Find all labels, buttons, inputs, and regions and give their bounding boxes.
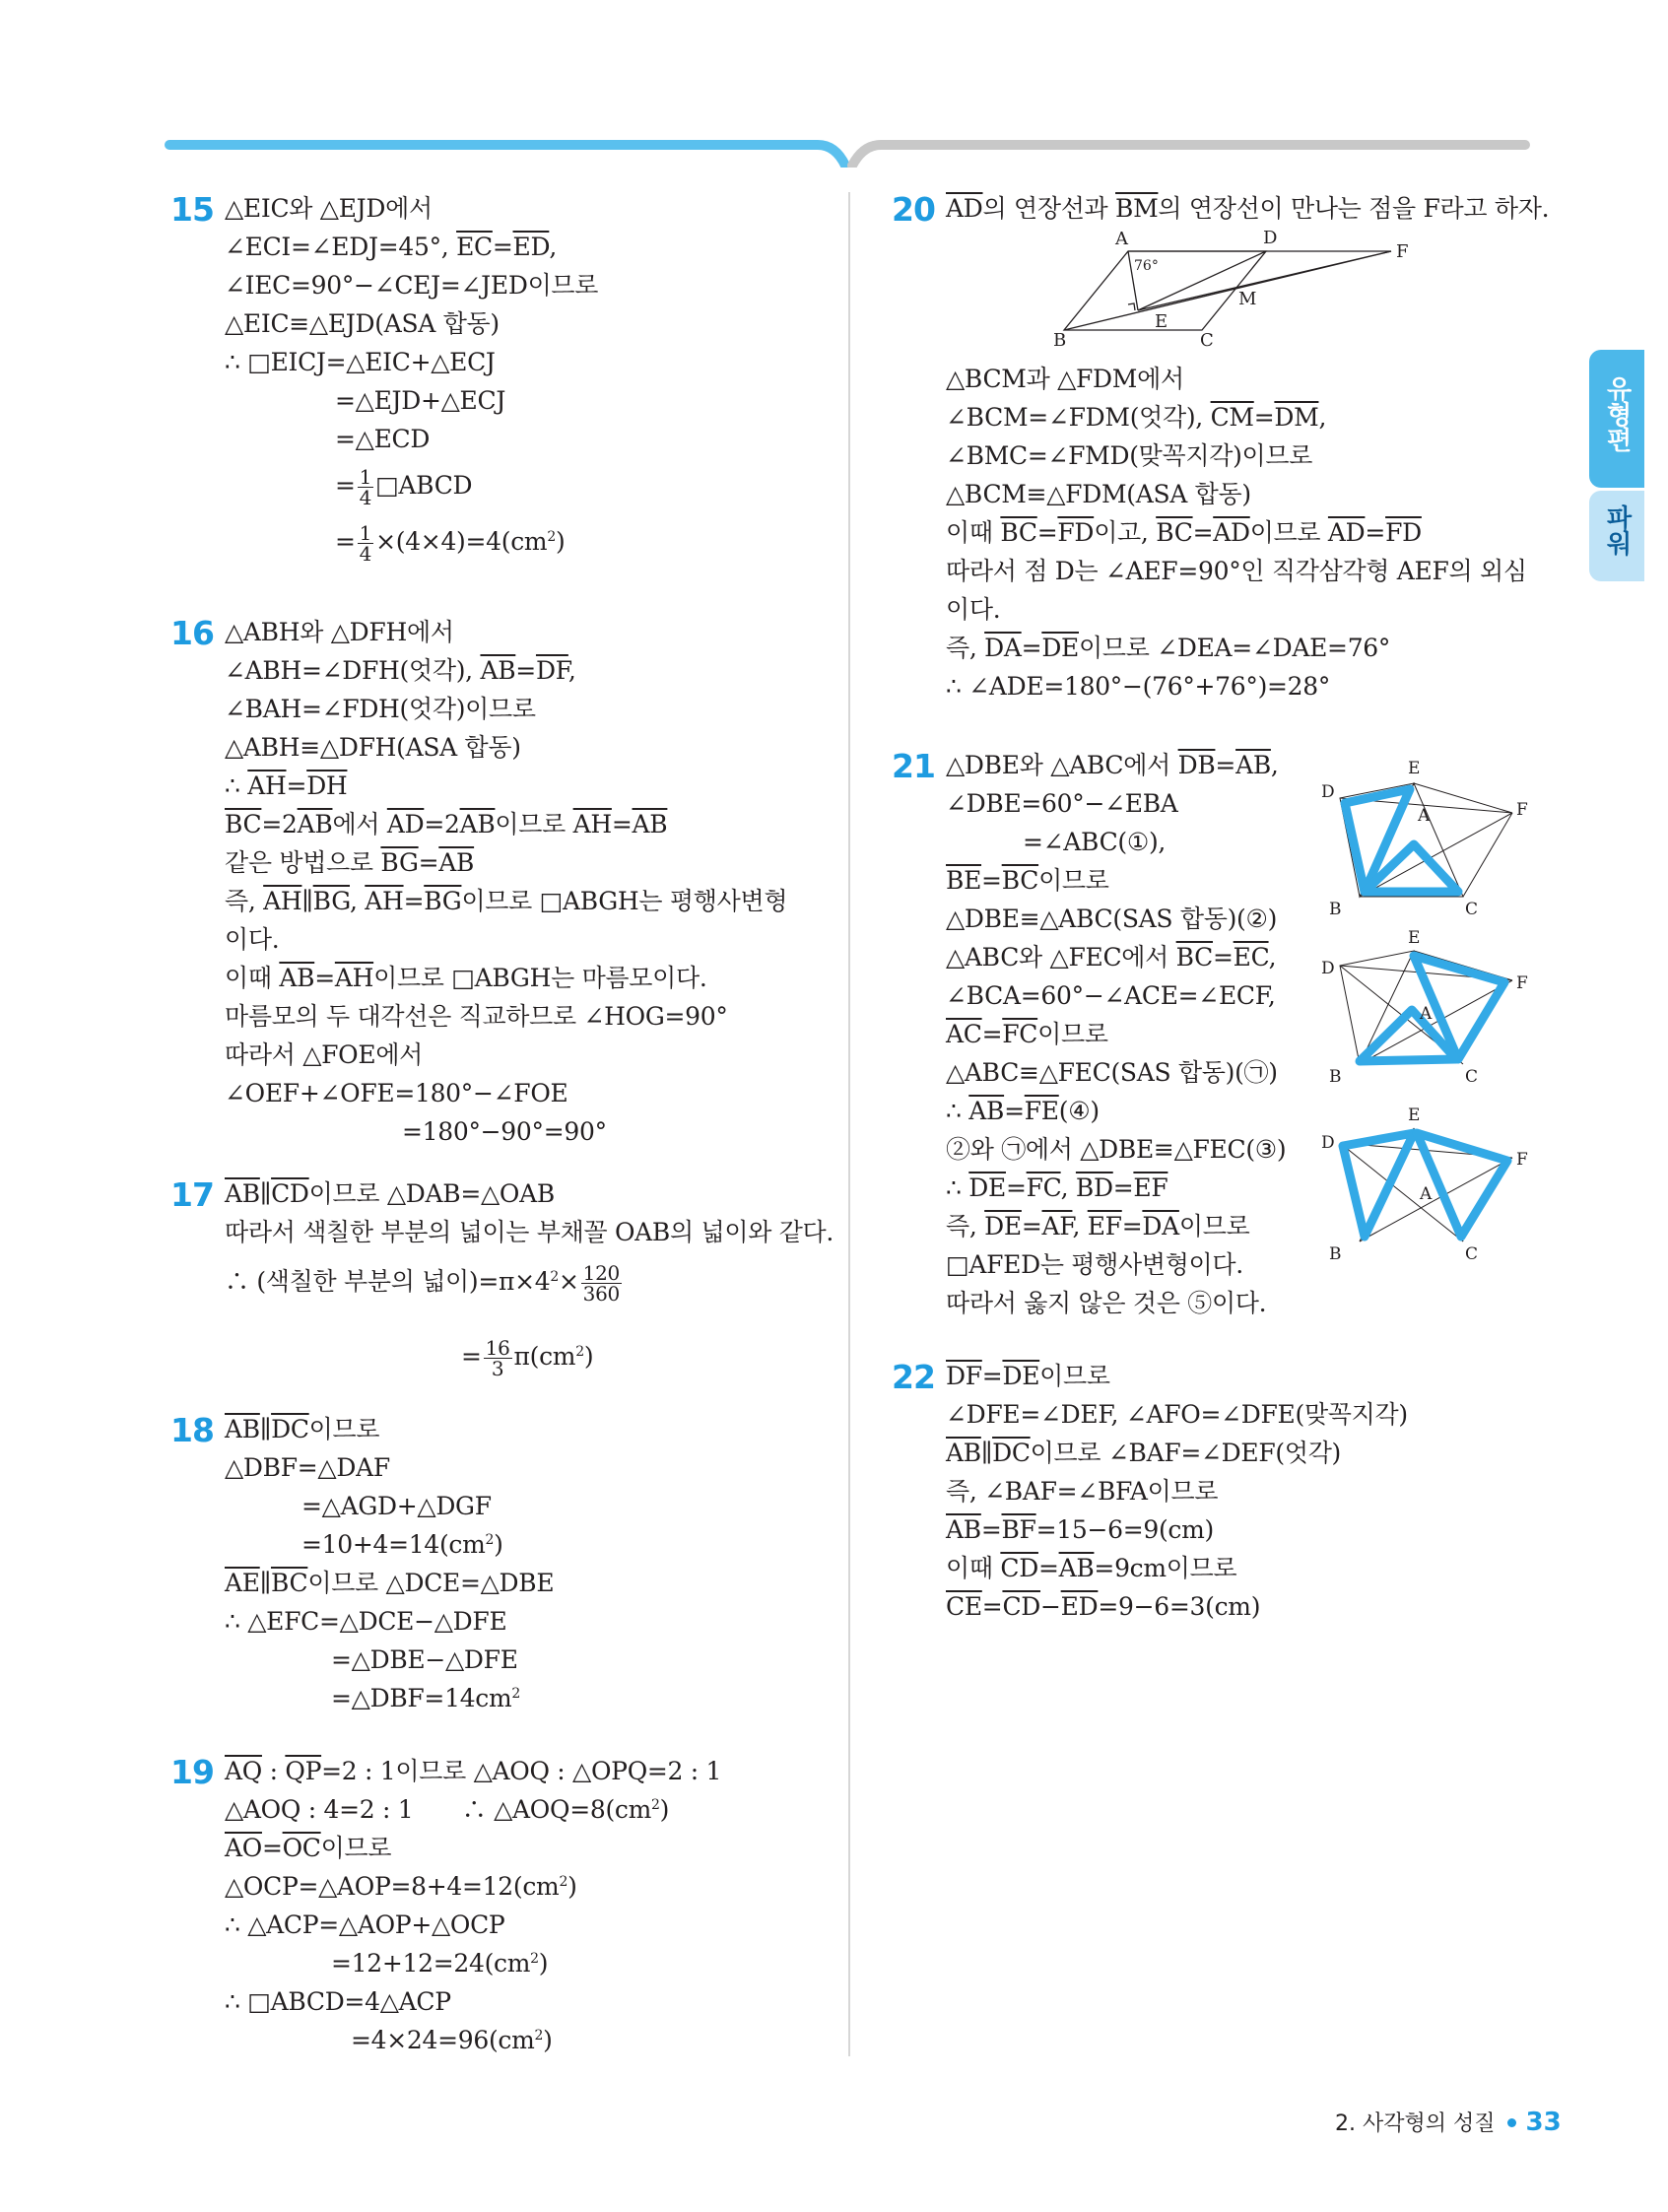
- solution-line: $=10+4=14(cm^2)$: [301, 1530, 503, 1559]
- fig21-label: D: [1321, 1133, 1335, 1153]
- solution-line: ∴ (색칠한 부분의 넓이)$=\pi\times 4^2\times$ $\frac{120}{360}$: [225, 1261, 620, 1306]
- fig21-label: B: [1329, 1244, 1342, 1264]
- problem-number: 18: [170, 1411, 214, 1449]
- level-tab: [1589, 491, 1644, 581]
- solution-line: △AOQ : 4=2 : 1 ∴ $\triangle AOQ=8(cm^2)$: [225, 1795, 670, 1824]
- solution-line: $\overline{DF}=\overline{DE}$이므로: [946, 1362, 1110, 1390]
- solution-line: ∠DFE=∠DEF, ∠AFO=∠DFE(맞꼭지각): [946, 1400, 1408, 1429]
- fig20-label: A: [1115, 229, 1128, 249]
- solution-line: 이때 $\overline{CD}=\overline{AB}=9cm$이므로: [946, 1554, 1237, 1582]
- solution-line: 이다.: [946, 595, 1001, 624]
- solution-line: $=\triangle DBF=14cm^2$: [331, 1684, 521, 1712]
- solution-line: 따라서 점 D는 ∠AEF=90°인 직각삼각형 AEF의 외심: [946, 557, 1527, 585]
- fig20-label: M: [1238, 289, 1257, 309]
- solution-line: $\overline{AB}\parallel\overline{DC}$이므로: [225, 1415, 380, 1443]
- solution-line: △EIC와 △EJD에서: [225, 194, 433, 223]
- fig20-angle: 76°: [1134, 258, 1159, 274]
- fig20-label: B: [1053, 330, 1067, 351]
- fig21-label: F: [1516, 800, 1528, 820]
- fig21-label: F: [1516, 1150, 1528, 1170]
- solution-line: △ABH≡△DFH(ASA 합동): [225, 733, 521, 762]
- solution-line: △DBF=△DAF: [225, 1453, 390, 1482]
- solution-line: $\overline{AB}\parallel\overline{DC}$이므로 ∠BAF=∠DEF(엇각): [946, 1439, 1342, 1467]
- solution-line: $\overline{AB}\parallel\overline{CD}$이므로 △DAB=△OAB: [225, 1179, 555, 1208]
- solution-line: 즉, ∠BAF=∠BFA이므로: [946, 1477, 1219, 1506]
- solution-line: $\overline{AD}$의 연장선과 $\overline{BM}$의 연장선이 만나는 점을 F라고 하자.: [946, 194, 1550, 223]
- section-tab: [1589, 350, 1644, 488]
- solution-line: ∴ $\overline{AH}=\overline{DH}$: [225, 771, 348, 800]
- solution-line: $\overline{CE}=\overline{CD}-\overline{ED}=9-6=3(cm)$: [946, 1592, 1261, 1621]
- solution-line: $\overline{AB}=\overline{BF}=15-6=9(cm)$: [946, 1515, 1214, 1544]
- solution-line: △ABC≡△FEC(SAS 합동)(㉠): [946, 1058, 1278, 1087]
- fig21-label: D: [1321, 782, 1335, 802]
- solution-line: 이다.: [225, 925, 280, 954]
- solution-line: ∴ ∠ADE=180°−(76°+76°)=28°: [946, 672, 1331, 701]
- solution-line: ∠DBE=60°−∠EBA: [946, 789, 1178, 818]
- solution-line: $\overline{AO}=\overline{OC}$이므로: [225, 1834, 392, 1862]
- page-number: 33: [1525, 2108, 1562, 2137]
- problem-number: 20: [892, 190, 935, 229]
- page-footer: [1335, 2107, 1562, 2137]
- fig21-label: B: [1329, 900, 1342, 919]
- solution-line: ∴ □EICJ=△EIC+△ECJ: [225, 348, 496, 376]
- fig21-label: C: [1465, 1067, 1479, 1087]
- solution-line: 이때 $\overline{BC}=\overline{FD}$이고, $\overline{BC}=\overline{AD}$이므로 $\overline{AD}=\overline{FD}$: [946, 518, 1422, 547]
- solution-line: =180°−90°=90°: [402, 1117, 607, 1146]
- solution-line: ②와 ㉠에서 △DBE≡△FEC(③): [946, 1135, 1287, 1164]
- solution-line: = $\frac{1}{4}$ $\times(4\times 4)=4(cm^2)$: [335, 521, 566, 566]
- problem-number: 22: [892, 1358, 935, 1396]
- fig21-label: E: [1408, 1106, 1421, 1125]
- fig21-label: E: [1408, 928, 1421, 948]
- solution-line: = $\frac{1}{4}$ □ABCD: [335, 465, 473, 509]
- page-header-band: [0, 0, 1668, 168]
- problem-number: 17: [170, 1175, 214, 1214]
- fig21-label: D: [1321, 959, 1335, 978]
- section-tab-label: 유형편: [1602, 375, 1632, 452]
- solution-line: $=4\times 24=96(cm^2)$: [351, 2026, 553, 2054]
- solution-line: △EIC≡△EJD(ASA 합동): [225, 309, 500, 338]
- solution-line: 즉, $\overline{DE}=\overline{AF}$, $\overline{EF}=\overline{DA}$이므로: [946, 1212, 1250, 1240]
- solution-line: = $\frac{16}{3}$ $\pi(cm^2)$: [461, 1336, 594, 1380]
- fig20-label: F: [1396, 241, 1409, 262]
- fig21-label: A: [1420, 1184, 1433, 1204]
- problem-number: 19: [170, 1753, 214, 1791]
- solution-line: ∠ABH=∠DFH(엇각), $\overline{AB}=\overline{DF}$,: [225, 656, 576, 685]
- solution-line: ∠IEC=90°−∠CEJ=∠JED이므로: [225, 271, 599, 300]
- fig21-label: A: [1420, 1004, 1433, 1024]
- solution-line: ∠OEF+∠OFE=180°−∠FOE: [225, 1079, 568, 1107]
- solution-line: ∠BMC=∠FMD(맞꼭지각)이므로: [946, 441, 1313, 470]
- solution-line: =△ECD: [335, 425, 431, 453]
- solution-line: ∠BCM=∠FDM(엇각), $\overline{CM}=\overline{DM}$,: [946, 403, 1327, 432]
- solution-line: $\overline{AQ}$ : $\overline{QP}=2$ : 1이므로 △AOQ : △OPQ=2 : 1: [225, 1757, 722, 1785]
- fig21-label: C: [1465, 900, 1479, 919]
- level-tab-label: 파워: [1602, 504, 1632, 556]
- solution-line: ∴ △EFC=△DCE−△DFE: [225, 1607, 507, 1636]
- chapter-title: 2. 사각형의 성질: [1335, 2111, 1496, 2136]
- fig21-label: B: [1329, 1067, 1342, 1087]
- solution-line: 따라서 △FOE에서: [225, 1040, 424, 1069]
- solution-line: =∠ABC(①),: [1023, 828, 1167, 856]
- solution-line: △BCM≡△FDM(ASA 합동): [946, 480, 1251, 508]
- column-divider: [848, 192, 850, 2056]
- solution-line: $=12+12=24(cm^2)$: [331, 1949, 549, 1977]
- solution-line: 즉, $\overline{DA}=\overline{DE}$이므로 ∠DEA=∠DAE=76°: [946, 634, 1391, 662]
- solution-line: ∴ $\overline{AB}=\overline{FE}(④)$: [946, 1097, 1100, 1125]
- solution-line: △DBE≡△ABC(SAS 합동)(②): [946, 905, 1278, 933]
- fig20-label: E: [1155, 311, 1168, 332]
- solution-line: $\triangle OCP=\triangle AOP=8+4=12(cm^2)$: [225, 1872, 577, 1901]
- solution-line: $\overline{BC}=2\overline{AB}$에서 $\overline{AD}=2\overline{AB}$이므로 $\overline{AH}=\overline{AB}$: [225, 810, 668, 838]
- solution-line: =△EJD+△ECJ: [335, 386, 506, 415]
- solution-line: △DBE와 △ABC에서 $\overline{DB}=\overline{AB}$,: [946, 751, 1279, 779]
- solution-line: $\overline{AE}\parallel\overline{BC}$이므로 △DCE=△DBE: [225, 1569, 555, 1597]
- solution-line: △ABC와 △FEC에서 $\overline{BC}=\overline{EC}$,: [946, 943, 1277, 972]
- figure-20-parallelogram: [1049, 227, 1424, 353]
- problem-number: 16: [170, 614, 214, 652]
- solution-line: △BCM과 △FDM에서: [946, 365, 1184, 393]
- solution-line: $\overline{BE}=\overline{BC}$이므로: [946, 866, 1109, 895]
- fig21-label: A: [1418, 806, 1431, 826]
- solution-line: ∠ECI=∠EDJ=45°, $\overline{EC}=\overline{ED}$,: [225, 233, 557, 261]
- solution-line: 마름모의 두 대각선은 직교하므로 ∠HOG=90°: [225, 1002, 728, 1031]
- solution-line: 같은 방법으로 $\overline{BG}=\overline{AB}$: [225, 848, 475, 877]
- solution-line: ∠BCA=60°−∠ACE=∠ECF,: [946, 981, 1276, 1010]
- fig21-label: C: [1465, 1244, 1479, 1264]
- problem-number: 21: [892, 747, 935, 785]
- solution-line: ∴ △ACP=△AOP+△OCP: [225, 1910, 505, 1939]
- fig21-label: F: [1516, 973, 1528, 993]
- fig20-label: C: [1200, 330, 1214, 351]
- problem-number: 15: [170, 190, 214, 229]
- solution-line: ∴ □ABCD=4△ACP: [225, 1987, 451, 2016]
- solution-line: 따라서 색칠한 부분의 넓이는 부채꼴 OAB의 넓이와 같다.: [225, 1218, 834, 1246]
- solution-line: 즉, $\overline{AH}\parallel\overline{BG}$, $\overline{AH}=\overline{BG}$이므로 □ABGH는 평행사변형: [225, 887, 788, 915]
- solution-line: 따라서 옳지 않은 것은 ⑤이다.: [946, 1289, 1267, 1317]
- bullet-dot-icon: [1507, 2118, 1516, 2127]
- solution-line: □AFED는 평행사변형이다.: [946, 1250, 1243, 1279]
- solution-line: 이때 $\overline{AB}=\overline{AH}$이므로 □ABGH는 마름모이다.: [225, 964, 707, 992]
- fig20-label: D: [1263, 228, 1278, 248]
- solution-line: △ABH와 △DFH에서: [225, 618, 454, 646]
- solution-line: ∠BAH=∠FDH(엇각)이므로: [225, 695, 536, 723]
- solution-line: ∴ $\overline{DE}=\overline{FC}$, $\overline{BD}=\overline{EF}$: [946, 1173, 1168, 1202]
- fig21-label: E: [1408, 759, 1421, 778]
- solution-line: =△DBE−△DFE: [331, 1645, 518, 1674]
- figure-21-triangles: [1315, 754, 1532, 1306]
- solution-line: $\overline{AC}=\overline{FC}$이므로: [946, 1020, 1108, 1048]
- solution-line: =△AGD+△DGF: [301, 1492, 492, 1520]
